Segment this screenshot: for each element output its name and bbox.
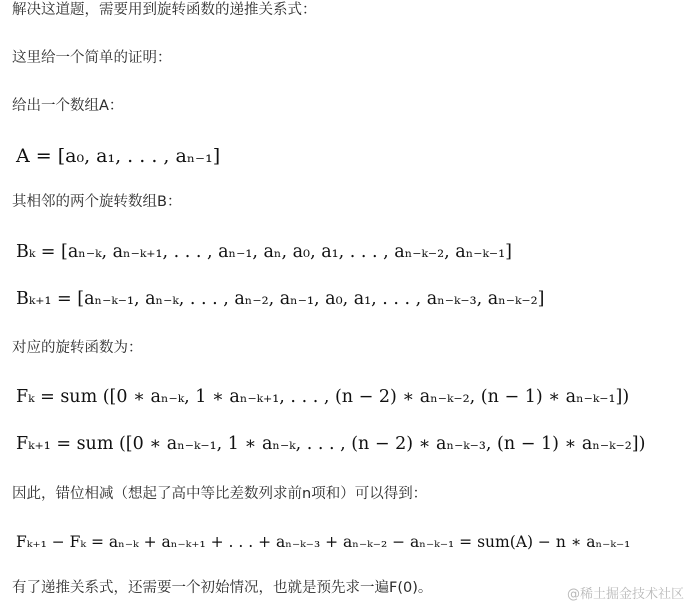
formula-fk1: Fₖ₊₁ = sum ([0 ∗ aₙ₋ₖ₋₁, 1 ∗ aₙ₋ₖ, . . . , (n − 2) ∗ aₙ₋ₖ₋₃, (n − 1) ∗ aₙ₋ₖ₋₂]) — [16, 434, 646, 454]
formula-fk: Fₖ = sum ([0 ∗ aₙ₋ₖ, 1 ∗ aₙ₋ₖ₊₁, . . . , (n − 2) ∗ aₙ₋ₖ₋₂, (n − 1) ∗ aₙ₋ₖ₋₁]) — [16, 387, 630, 407]
intro-text: 解决这道题，需要用到旋转函数的递推关系式： — [12, 2, 317, 18]
given-array-text: 给出一个数组A： — [12, 98, 124, 114]
formula-recurrence: Fₖ₊₁ − Fₖ = aₙ₋ₖ + aₙ₋ₖ₊₁ + . . . + aₙ₋ₖ₋₃ + aₙ₋ₖ₋₂ − aₙ₋ₖ₋₁ = sum(A) − n ∗ aₙ₋ₖ₋₁ — [16, 533, 631, 551]
formula-array-bk1: Bₖ₊₁ = [aₙ₋ₖ₋₁, aₙ₋ₖ, . . . , aₙ₋₂, aₙ₋₁, a₀, a₁, . . . , aₙ₋ₖ₋₃, aₙ₋ₖ₋₂] — [16, 289, 545, 309]
site-watermark: @稀土掘金技术社区 — [566, 587, 684, 602]
formula-array-bk: Bₖ = [aₙ₋ₖ, aₙ₋ₖ₊₁, . . . , aₙ₋₁, aₙ, a₀, a₁, . . . , aₙ₋ₖ₋₂, aₙ₋ₖ₋₁] — [16, 242, 512, 262]
adjacent-arrays-text: 其相邻的两个旋转数组B： — [12, 194, 182, 210]
formula-array-a: A = [a₀, a₁, . . . , aₙ₋₁] — [16, 145, 221, 167]
conclusion-text: 有了递推关系式，还需要一个初始情况，也就是预先求一遍F(0)。 — [12, 580, 433, 596]
rotation-functions-text: 对应的旋转函数为： — [12, 340, 143, 356]
proof-intro-text: 这里给一个简单的证明： — [12, 50, 172, 66]
subtract-text: 因此，错位相减（想起了高中等比差数列求前n项和）可以得到： — [12, 486, 428, 502]
